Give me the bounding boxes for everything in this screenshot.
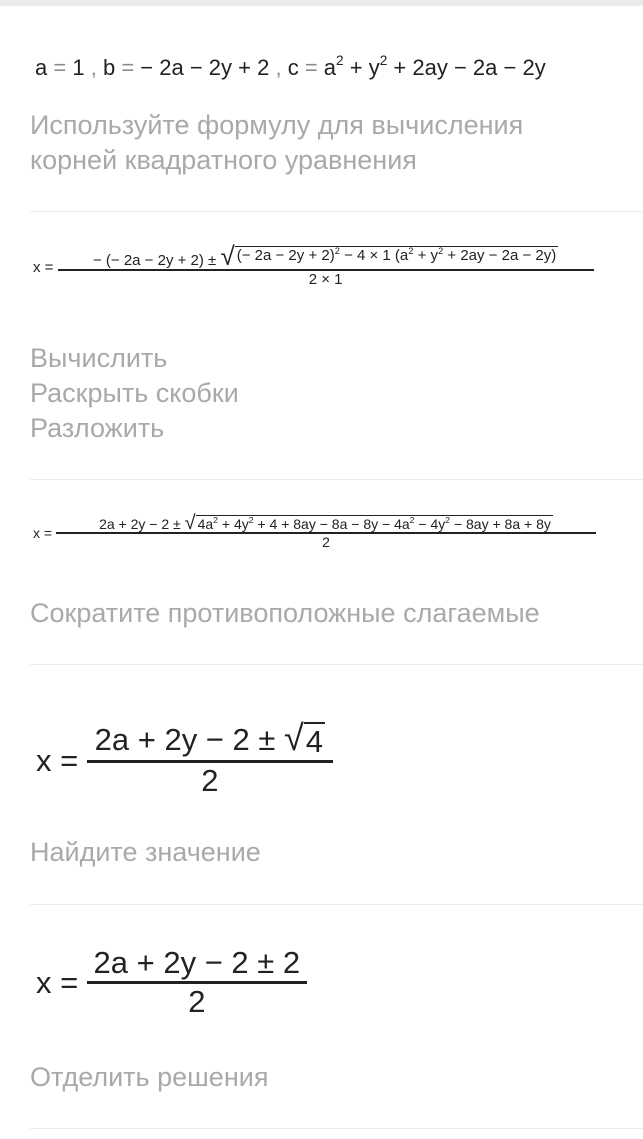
formula-evaluated <box>36 945 307 1020</box>
step-hint-quadratic-formula[interactable]: Используйте формулу для вычисления корней квадратного уравнения <box>30 110 524 175</box>
numerator: 2a + 2y − 2 ± √ $4a^2 + 4y^2 + 4 + 8ay - 8a - 8y - 4a^2 - 4y^2 - 8ay + 8a + 8y$ <box>99 512 551 534</box>
x-equals: x = <box>36 742 79 778</box>
numerator: 2a + 2y − 2 ± √ 4 <box>94 717 324 759</box>
square-root: √ 4 <box>284 717 324 759</box>
top-bar <box>0 0 643 6</box>
denominator: 2 <box>188 984 206 1019</box>
denominator: 2 <box>322 534 330 550</box>
coef-a-value: 1 <box>72 55 85 80</box>
step-hint-find-value[interactable]: Найдите значение <box>30 837 261 867</box>
coef-a-label: a <box>35 55 48 80</box>
step-hint-factor[interactable]: Разложить <box>30 413 165 443</box>
divider <box>30 479 643 480</box>
formula-simplified <box>36 717 333 799</box>
formula-expanded <box>33 512 596 550</box>
coef-c-value: $a^2 + y^2 + 2ay - 2a - 2y$ <box>323 53 546 80</box>
divider <box>30 664 643 665</box>
denominator: 2 × 1 <box>308 271 343 288</box>
coefficients-line: a = 1 , b = − 2a − 2y + 2 , $c = a^2 + y^2 + 2ay - 2a - 2y$ <box>35 53 546 80</box>
coef-b-value: − 2a − 2y + 2 <box>140 55 270 80</box>
step-hint-cancel-opposites[interactable]: Сократите противоположные слагаемые <box>30 598 540 628</box>
step-hint-calculate[interactable]: Вычислить <box>30 343 168 373</box>
coef-c-label: c <box>287 55 299 80</box>
step-hint-separate-solutions[interactable]: Отделить решения <box>30 1062 269 1092</box>
numerator: 2a + 2y − 2 ± 2 <box>93 945 301 980</box>
x-equals: x = <box>33 258 54 276</box>
square-root: √ $4a^2 + 4y^2 + 4 + 8ay - 8a - 8y - 4a^2 - 4y^2 - 8ay + 8a + 8y$ <box>184 512 551 534</box>
divider <box>30 1128 643 1129</box>
square-root: √ (− 2a − 2y + 2)$^2$ − 4 × 1 $(a^2 + y^2 + 2ay - 2a - 2y)$ <box>220 241 557 271</box>
coef-b-label: b <box>102 55 116 80</box>
numerator: − (− 2a − 2y + 2) ± √ (− 2a − 2y + 2)$^2$ − 4 × 1 $(a^2 + y^2 + 2ay - 2a - 2y)$ <box>92 241 557 271</box>
x-equals: x = <box>36 964 79 1000</box>
step-hint-expand-brackets[interactable]: Раскрыть скобки <box>30 378 239 408</box>
x-equals: x = <box>33 524 53 541</box>
divider <box>30 904 643 905</box>
divider <box>30 211 643 212</box>
formula-quadratic-substituted <box>33 241 594 288</box>
denominator: 2 <box>201 763 219 798</box>
